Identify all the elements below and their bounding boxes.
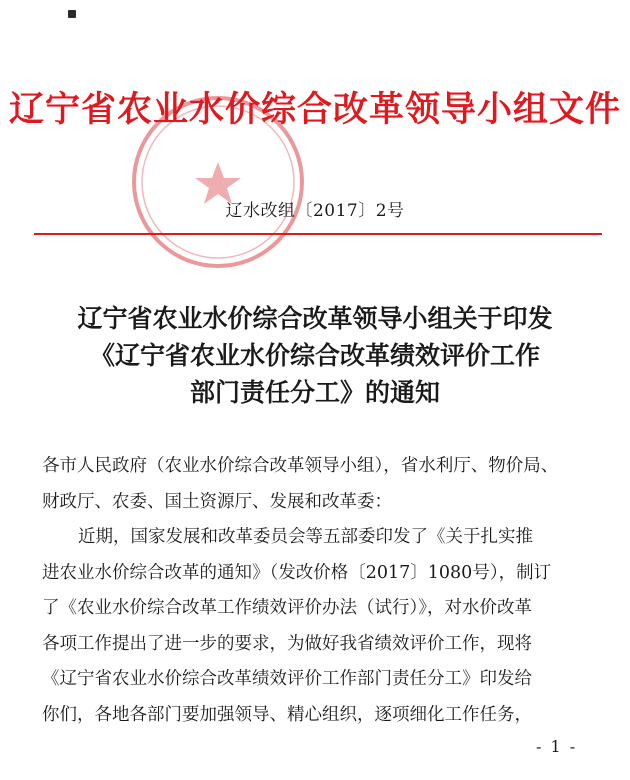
notice-title-line: 辽宁省农业水价综合改革领导小组关于印发: [77, 304, 553, 333]
notice-title: [0, 300, 630, 411]
body-line: 近期，国家发展和改革委员会等五部委印发了《关于扎实推: [78, 527, 533, 547]
body-line: 各市人民政府（农业水价综合改革领导小组），省水利厅、物价局、: [42, 456, 559, 476]
body-line: 了《农业水价综合改革工作绩效评价办法（试行）》，对水价改革: [42, 598, 532, 618]
page-number: - 1 -: [536, 737, 578, 756]
document-number: 辽水改组〔2017〕2号: [225, 201, 405, 221]
body-line: 《辽宁省农业水价综合改革绩效评价工作部门责任分工》印发给: [42, 669, 532, 689]
body-line: 进农业水价综合改革的通知》（发改价格〔2017〕1080号），制订: [42, 562, 552, 583]
body-line: 你们，各地各部门要加强领导、精心组织，逐项细化工作任务，: [42, 704, 532, 725]
body-line: 各项工作提出了进一步的要求，为做好我省绩效评价工作，现将: [42, 633, 532, 654]
body-text: [42, 449, 612, 733]
notice-title-line: 部门责任分工》的通知: [189, 378, 440, 407]
red-divider: [34, 233, 602, 235]
body-line: 财政厅、农委、国土资源厅、发展和改革委：: [42, 491, 392, 512]
scan-mark: [68, 10, 76, 18]
notice-title-line: 《辽宁省农业水价综合改革绩效评价工作: [89, 341, 540, 370]
header-title: 辽宁省农业水价综合改革领导小组文件: [8, 89, 621, 130]
